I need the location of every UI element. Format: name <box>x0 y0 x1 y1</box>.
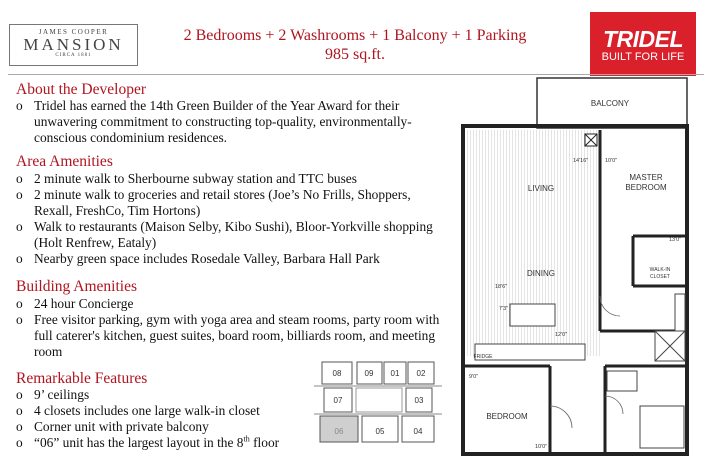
unit-label: 03 <box>414 396 424 405</box>
bedroom-label: BEDROOM <box>486 412 528 421</box>
unit-label: 08 <box>332 369 342 378</box>
list-item: o Corner unit with private balcony <box>16 419 209 434</box>
core-box <box>356 388 402 412</box>
closet-label: CLOSET <box>649 274 671 280</box>
logo-line1: JAMES COOPER <box>38 28 109 36</box>
section-title-features: Remarkable Features <box>16 370 148 387</box>
bath-vanity <box>607 371 637 391</box>
unit-label: 07 <box>333 396 343 405</box>
list-item: o Tridel has earned the 14th Green Builder of the Year Award for their unwavering commitment to constructing top-quality, environmentally-conscious condominium residences. <box>16 98 412 145</box>
list-item: o 2 minute walk to Sherbourne subway station and TTC buses <box>16 171 357 186</box>
unit-label: 09 <box>364 369 374 378</box>
walkin-label: WALK-IN <box>649 267 671 273</box>
tridel-tagline: BUILT FOR LIFE <box>601 51 685 63</box>
building-list <box>16 296 441 360</box>
area-list <box>16 171 441 267</box>
list-item: o Nearby green space includes Rosedale Valley, Barbara Hall Park <box>16 251 380 266</box>
key-plan <box>312 352 444 444</box>
dim-label: 12'0" <box>555 332 568 338</box>
dim-label: 10'0" <box>605 158 618 164</box>
list-item: o 2 minute walk to groceries and retail stores (Joe’s No Frills, Shoppers, Rexall, FreshCo, Tim Hortons) <box>16 187 411 218</box>
list-item: o 9’ ceilings <box>16 387 90 402</box>
section-title-developer: About the Developer <box>16 81 146 98</box>
floor-plan <box>455 76 705 462</box>
unit-headline: 2 Bedrooms + 2 Washrooms + 1 Balcony + 1 Parking <box>183 27 527 44</box>
unit-label: 04 <box>413 427 423 436</box>
dim-label: 18'6" <box>495 284 508 290</box>
section-title-area: Area Amenities <box>16 153 113 170</box>
master-label-2: BEDROOM <box>625 183 667 192</box>
unit-area: 985 sq.ft. <box>325 46 385 63</box>
dim-label: 7'3" <box>499 306 509 312</box>
dim-label: 10'0" <box>535 444 548 450</box>
unit-label: 02 <box>416 369 426 378</box>
list-item: o 24 hour Concierge <box>16 296 134 311</box>
features-list <box>16 387 336 451</box>
list-item: o Free visitor parking, gym with yoga area and steam rooms, party room with full caterer's kitchen, guest suites, board room, billiards room, and meeting room <box>16 312 440 359</box>
logo-line2: MANSION <box>23 35 124 54</box>
dim-label: 14'16" <box>573 158 589 164</box>
mansion-logo <box>9 24 138 66</box>
list-item: o “06” unit has the largest layout in the 8th floor <box>16 434 280 450</box>
kitchen-island <box>510 304 555 326</box>
dim-label: 9'0" <box>469 374 479 380</box>
unit-label: 01 <box>390 369 400 378</box>
tridel-logo <box>590 12 696 76</box>
master-label: MASTER <box>629 173 663 182</box>
fridge-label: FRIDGE <box>473 354 493 360</box>
unit-label: 06 <box>334 427 344 436</box>
list-item: o 4 closets includes one large walk-in closet <box>16 403 260 418</box>
logo-line3: CIRCA 1881 <box>55 53 92 58</box>
bathtub <box>640 406 684 448</box>
tridel-brand: TRIDEL <box>602 26 684 52</box>
dining-label: DINING <box>527 269 555 278</box>
unit-label: 05 <box>375 427 385 436</box>
balcony-label: BALCONY <box>590 99 630 108</box>
developer-list <box>16 98 416 146</box>
header-divider <box>8 74 704 75</box>
living-label: LIVING <box>527 184 555 193</box>
dim-label: 13'0" <box>669 237 682 243</box>
list-item: o Walk to restaurants (Maison Selby, Kibo Sushi), Bloor-Yorkville shopping (Holt Renfrew, Eataly) <box>16 219 433 250</box>
section-title-building: Building Amenities <box>16 278 137 295</box>
